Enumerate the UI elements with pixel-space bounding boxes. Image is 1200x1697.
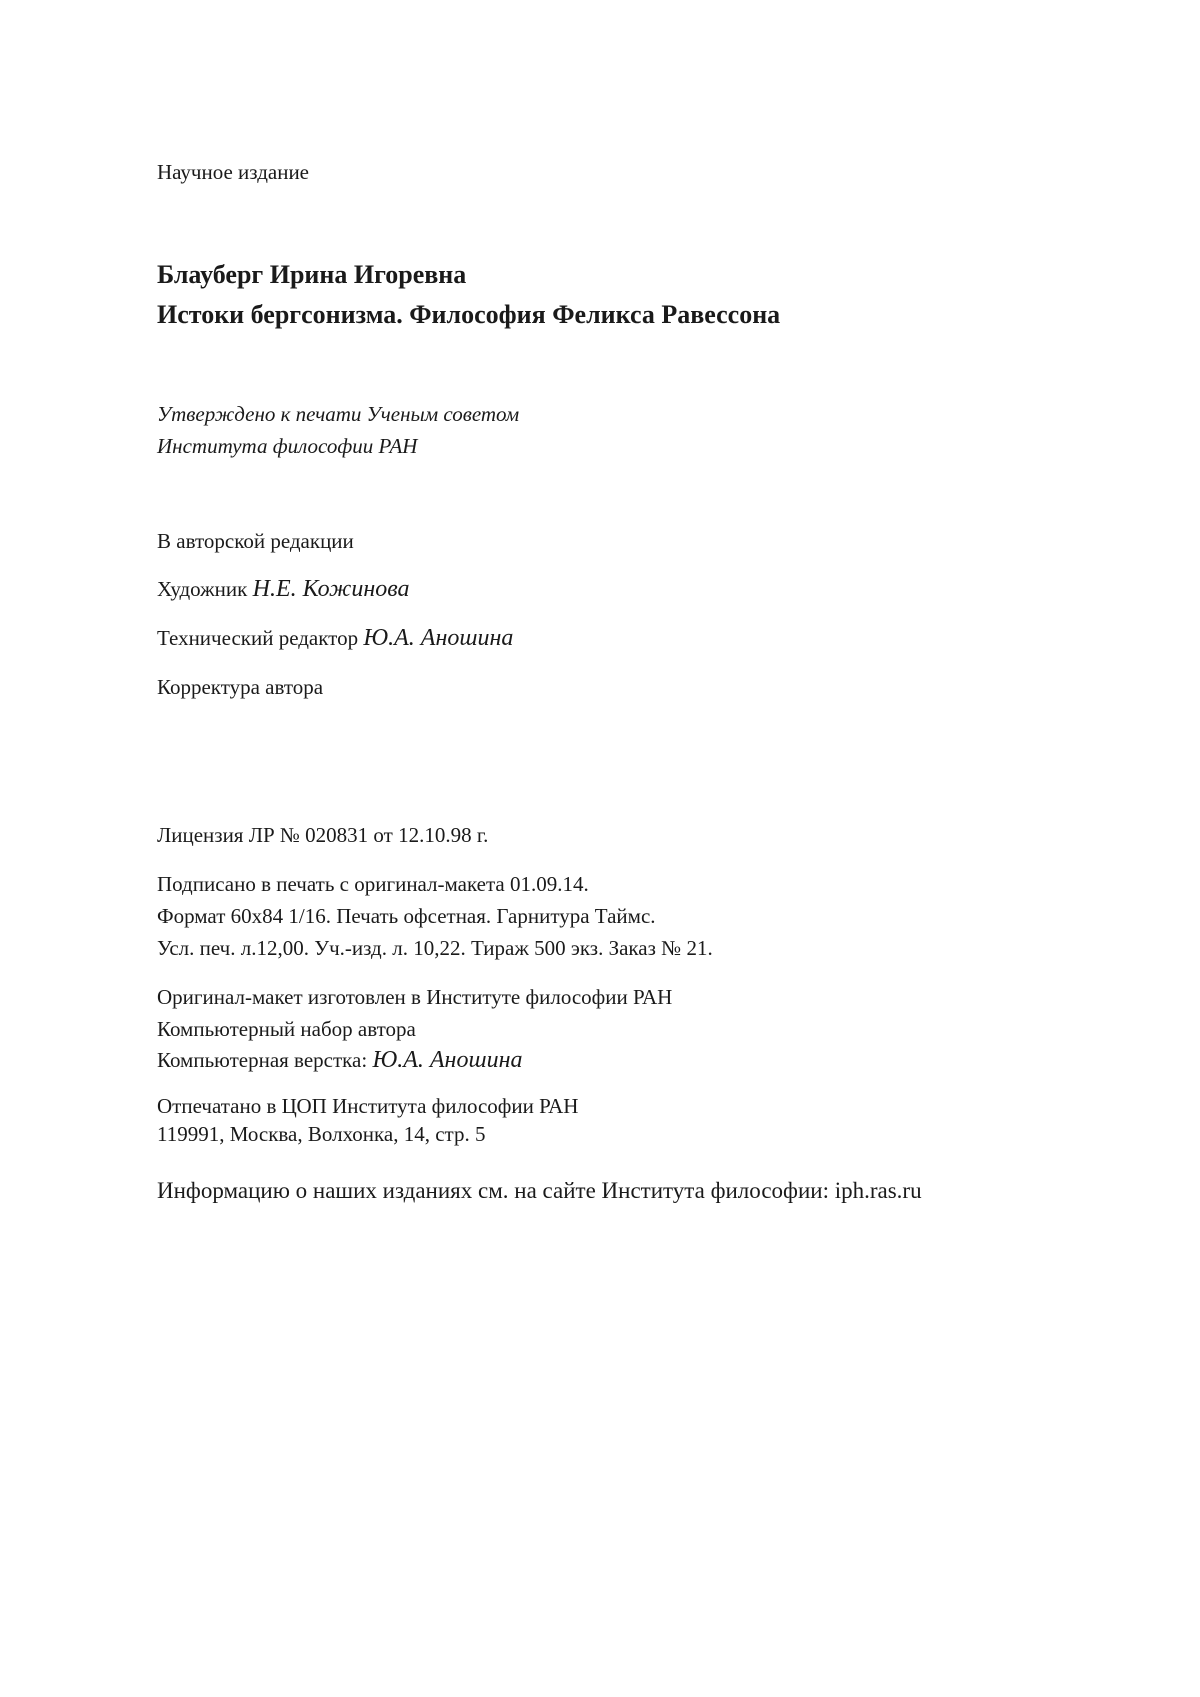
production-typing: Компьютерный набор автора [157, 1017, 416, 1041]
approval-line-1: Утверждено к печати Ученым советом [157, 402, 520, 426]
website-note: Информацию о наших изданиях см. на сайте Института философии: iph.ras.ru [157, 1178, 922, 1203]
artist-label: Художник [157, 577, 248, 601]
typesetting-label: Компьютерная верстка: [157, 1048, 368, 1072]
edition-note: В авторской редакции [157, 529, 354, 553]
imprint-page [157, 0, 1117, 1697]
print-format: Формат 60x84 1/16. Печать офсетная. Гарнитура Таймс. [157, 904, 656, 928]
tech-editor-name: Ю.А. Аношина [363, 625, 514, 651]
printed-address: 119991, Москва, Волхонка, 14, стр. 5 [157, 1122, 486, 1146]
artist-name: Н.Е. Кожинова [252, 576, 410, 602]
tech-editor-credit [157, 625, 513, 651]
edition-type: Научное издание [157, 160, 310, 184]
print-signed: Подписано в печать с оригинал-макета 01.09.14. [157, 872, 589, 896]
production-layout: Оригинал-макет изготовлен в Институте философии РАН [157, 985, 673, 1009]
artist-credit [157, 576, 410, 602]
approval-line-2: Института философии РАН [157, 434, 418, 458]
print-volume: Усл. печ. л.12,00. Уч.-изд. л. 10,22. Тираж 500 экз. Заказ № 21. [157, 936, 713, 960]
license-line: Лицензия ЛР № 020831 от 12.10.98 г. [157, 823, 489, 847]
printed-line-1: Отпечатано в ЦОП Института философии РАН [157, 1094, 579, 1118]
typesetting-name: Ю.А. Аношина [372, 1047, 523, 1073]
tech-editor-label: Технический редактор [157, 626, 359, 650]
production-typesetting [157, 1047, 522, 1073]
author-name: Блауберг Ирина Игоревна [157, 260, 467, 289]
proofreading-credit: Корректура автора [157, 675, 324, 699]
book-title: Истоки бергсонизма. Философия Феликса Равессона [157, 300, 781, 329]
